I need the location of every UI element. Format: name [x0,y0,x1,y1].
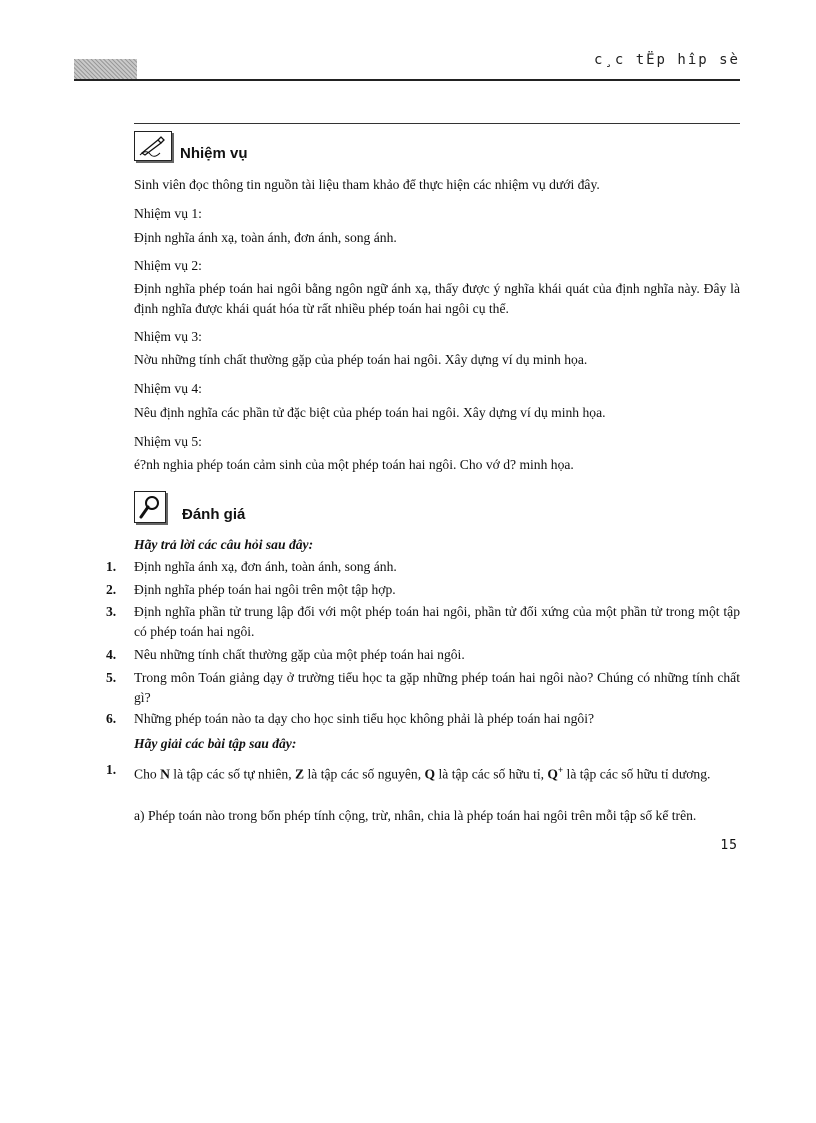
task-text: Định nghĩa phép toán hai ngôi bằng ngôn ngữ ánh xạ, thấy được ý nghĩa khái quát của định nghĩa này. Đây là định nghĩa được khái quát hóa từ rất nhiều phép toán hai ngôi cụ thể. [134,281,740,316]
exercise-text-part: là tập các số hữu tỉ dương. [563,766,711,782]
exercise-part-a: a) Phép toán nào trong bốn phép tính cộng, trừ, nhân, chia là phép toán hai ngôi trên mỗi tập số kể trên. [134,808,697,823]
task-label: Nhiệm vụ 5: [134,434,202,449]
set-q-symbol: Q [424,766,436,782]
question-text: Định nghĩa phép toán hai ngôi trên một tập hợp. [134,582,396,597]
task-label: Nhiệm vụ 1: [134,206,202,221]
magnifier-icon [134,491,166,523]
question-text: Nêu những tính chất thường gặp của một phép toán hai ngôi. [134,647,465,662]
question-text: Những phép toán nào ta dạy cho học sinh tiểu học không phải là phép toán hai ngôi? [134,711,595,726]
question-number: 3. [106,604,117,619]
question-number: 2. [106,582,117,597]
exercise-number: 1. [106,762,117,777]
exercise-text-part: Cho [134,766,161,782]
question-number: 1. [106,559,117,574]
task-text: Nêu định nghĩa các phần tử đặc biệt của phép toán hai ngôi. Xây dựng ví dụ minh họa. [134,405,606,420]
section-title-danh-gia: Đánh giá [182,506,246,523]
task-text: Nờu những tính chất thường gặp của phép toán hai ngôi. Xây dựng ví dụ minh họa. [134,352,588,367]
header-rule [74,79,740,81]
question-text: Định nghĩa ánh xạ, đơn ánh, toàn ánh, song ánh. [134,559,397,574]
set-z-symbol: Z [295,766,305,782]
plus-superscript: + [558,765,564,775]
task-label: Nhiệm vụ 2: [134,258,202,273]
question-number: 6. [106,711,117,726]
question-text: Trong môn Toán giảng dạy ở trường tiểu học ta gặp những phép toán hai ngôi nào? Chúng có những tính chất gì? [134,670,740,705]
set-qplus-symbol: Q [547,766,558,782]
task-text: é?nh nghia phép toán cảm sinh của một phép toán hai ngôi. Cho vớ d? minh họa. [134,457,574,472]
task-label: Nhiệm vụ 3: [134,329,202,344]
exercise-text-part: là tập các số nguyên, [304,766,425,782]
pen-writing-icon [134,131,172,161]
section-title-nhiem-vu: Nhiệm vụ [180,145,248,162]
task-label: Nhiệm vụ 4: [134,381,202,396]
task-text: Định nghĩa ánh xạ, toàn ánh, đơn ánh, song ánh. [134,230,397,245]
question-text: Định nghĩa phần tử trung lập đối với một phép toán hai ngôi, phần tử đối xứng của một phần tử trong một tập có phép toán hai ngôi. [134,604,740,639]
page-number: 15 [720,838,738,853]
running-header-title: c¸c tËp hîp sè [593,52,740,68]
intro-paragraph: Sinh viên đọc thông tin nguồn tài liệu tham khảo để thực hiện các nhiệm vụ dưới đây. [134,177,600,192]
exercise-text-part: là tập các số hữu tỉ, [435,766,548,782]
exercise-text-part: là tập các số tự nhiên, [169,766,296,782]
exercise-text [134,760,740,785]
header-shaded-block [74,59,137,81]
question-number: 5. [106,670,117,685]
set-n-symbol: N [160,766,170,782]
question-number: 4. [106,647,117,662]
questions-heading: Hãy trả lời các câu hỏi sau đây: [134,537,314,552]
exercises-heading: Hãy giải các bài tập sau đây: [134,736,297,751]
section-divider [134,123,740,124]
